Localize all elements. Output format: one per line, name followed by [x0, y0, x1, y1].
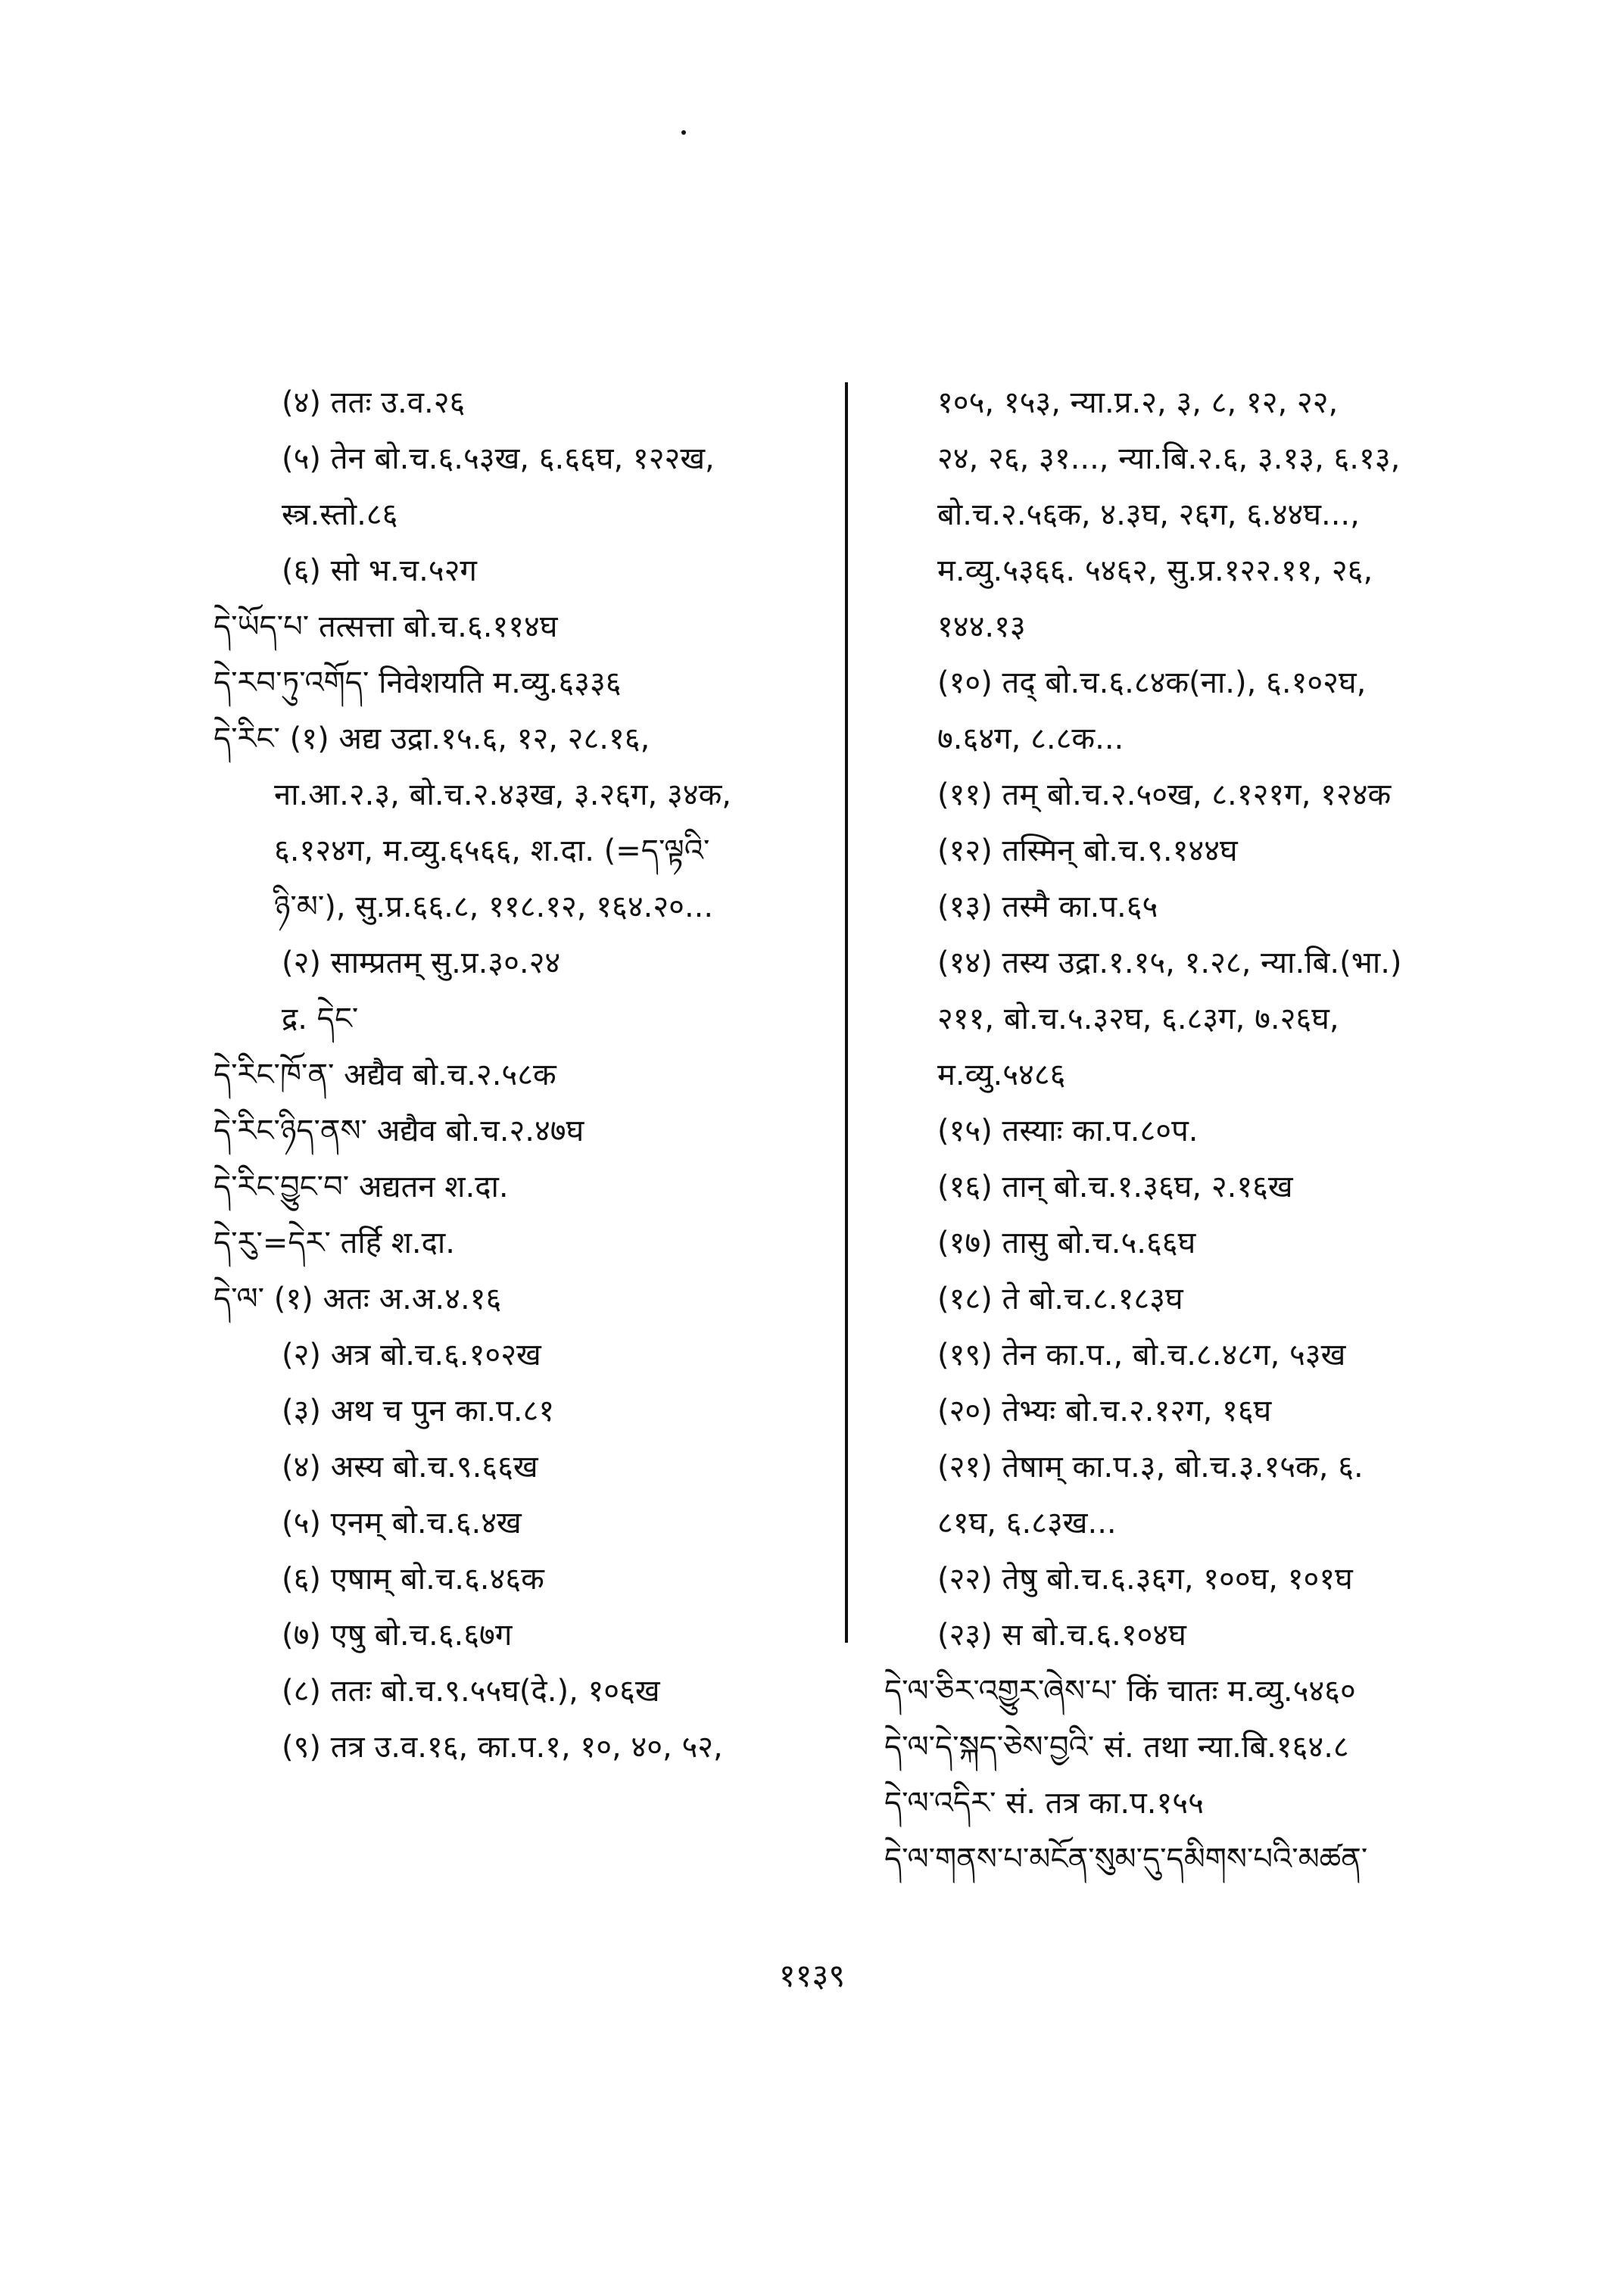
- entry-line: स्त्र.स्तो.८६: [282, 497, 398, 532]
- entry-line: १४४.१३: [937, 609, 1026, 644]
- entry-line: म.व्यु.५३६६. ५४६२, सु.प्र.१२२.११, २६,: [937, 553, 1373, 588]
- headword-line: དེ་རུ་=དེར་ तर्हि श.दा.: [214, 1226, 455, 1260]
- left-column: [214, 375, 834, 1775]
- entry-line: (५) एनम् बो.च.६.४ख: [282, 1506, 522, 1541]
- headword-line: དེ་ལ་གནས་པ་མངོན་སུམ་དུ་དམིགས་པའི་མཚན་: [884, 1842, 1368, 1877]
- entry-line: (२२) तेषु बो.च.६.३६ग, १००घ, १०१घ: [937, 1562, 1353, 1597]
- stray-dot-mark: [681, 130, 686, 135]
- entry-line: (१२) तस्मिन् बो.च.९.१४४घ: [937, 833, 1238, 868]
- page-number: ११३९: [778, 1957, 846, 1994]
- entry-line: (१६) तान् बो.च.१.३६घ, २.१६ख: [937, 1170, 1293, 1204]
- entry-line: (२३) स बो.च.६.१०४घ: [937, 1618, 1186, 1653]
- entry-line: २४, २६, ३१..., न्या.बि.२.६, ३.१३, ६.१३,: [937, 441, 1401, 476]
- entry-line: (१४) तस्य उद्रा.१.१५, १.२८, न्या.बि.(भा.): [937, 946, 1402, 980]
- entry-line: १०५, १५३, न्या.प्र.२, ३, ८, १२, २२,: [937, 385, 1339, 420]
- right-column: [884, 375, 1490, 1887]
- headword-line: དེ་ལ་ཅིར་འགྱུར་ཞེས་པ་ किं चातः म.व्यु.५४६०: [884, 1674, 1356, 1709]
- entry-line: (१७) तासु बो.च.५.६६घ: [937, 1226, 1196, 1260]
- entry-line: बो.च.२.५६क, ४.३घ, २६ग, ६.४४घ...,: [937, 497, 1360, 532]
- entry-line: २११, बो.च.५.३२घ, ६.८३ग, ७.२६घ,: [937, 1002, 1339, 1036]
- entry-line: (१८) ते बो.च.८.१८३घ: [937, 1282, 1183, 1316]
- entry-line: (७) एषु बो.च.६.६७ग: [282, 1618, 513, 1653]
- headword-line: དེ་ཡོད་པ་ तत्सत्ता बो.च.६.११४घ: [214, 609, 558, 644]
- entry-line: ना.आ.२.३, बो.च.२.४३ख, ३.२६ग, ३४क,: [274, 777, 732, 812]
- entry-line: (४) ततः उ.व.२६: [282, 385, 466, 420]
- entry-line: (२) अत्र बो.च.६.१०२ख: [282, 1338, 541, 1372]
- headword-line: དེ་རིང་བྱུང་བ་ अद्यतन श.दा.: [214, 1170, 509, 1204]
- entry-line: (६) एषाम् बो.च.६.४६क: [282, 1562, 544, 1597]
- entry-line: (४) अस्य बो.च.९.६६ख: [282, 1450, 538, 1485]
- headword-line: དེ་རིང་ཉིད་ནས་ अद्यैव बो.च.२.४७घ: [214, 1114, 584, 1148]
- entry-line: (१९) तेन का.प., बो.च.८.४८ग, ५३ख: [937, 1338, 1346, 1372]
- entry-line: (२०) तेभ्यः बो.च.२.१२ग, १६घ: [937, 1394, 1272, 1428]
- headword-line: དེ་ལ་ (१) अतः अ.अ.४.१६: [214, 1282, 502, 1316]
- entry-line: (३) अथ च पुन का.प.८१: [282, 1394, 555, 1428]
- entry-line: (९) तत्र उ.व.१६, का.प.१, १०, ४०, ५२,: [282, 1730, 723, 1765]
- entry-line: (८) ततः बो.च.९.५५घ(दे.), १०६ख: [282, 1674, 660, 1709]
- entry-line: (११) तम् बो.च.२.५०ख, ८.१२१ग, १२४क: [937, 777, 1392, 812]
- headword-line: དེ་རིང་ (१) अद्य उद्रा.१५.६, १२, २८.१६,: [214, 721, 650, 756]
- headword-line: དེ་ལ་འདིར་ सं. तत्र का.प.१५५: [884, 1786, 1204, 1821]
- entry-line: म.व्यु.५४८६: [937, 1058, 1066, 1092]
- entry-line: द्र. དེང་: [282, 1002, 359, 1036]
- entry-line: (६) सो भ.च.५२ग: [282, 553, 477, 588]
- headword-line: དེ་རིང་ཁོ་ན་ अद्यैव बो.च.२.५८क: [214, 1058, 556, 1092]
- entry-line: (२१) तेषाम् का.प.३, बो.च.३.१५क, ६.: [937, 1450, 1364, 1485]
- column-divider: [845, 382, 848, 1643]
- headword-line: དེ་རབ་ཏུ་འགོད་ निवेशयति म.व्यु.६३३६: [214, 665, 622, 700]
- entry-line: (१०) तद् बो.च.६.८४क(ना.), ६.१०२घ,: [937, 665, 1367, 700]
- entry-line: (५) तेन बो.च.६.५३ख, ६.६६घ, १२२ख,: [282, 441, 715, 476]
- headword-line: དེ་ལ་དེ་སྐད་ཅེས་བྱའི་ सं. तथा न्या.बि.१६४.८: [884, 1730, 1349, 1765]
- entry-line: ཉི་མ་), सु.प्र.६६.८, ११८.१२, १६४.२०...: [274, 889, 714, 924]
- entry-line: ८१घ, ६.८३ख...: [937, 1506, 1117, 1541]
- entry-line: (१३) तस्मै का.प.६५: [937, 889, 1158, 924]
- entry-line: (२) साम्प्रतम् सु.प्र.३०.२४: [282, 946, 561, 980]
- entry-line: ६.१२४ग, म.व्यु.६५६६, श.दा. (=ད་ལྟའི་: [274, 833, 710, 868]
- entry-line: ७.६४ग, ८.८क...: [937, 721, 1124, 756]
- entry-line: (१५) तस्याः का.प.८०प.: [937, 1114, 1199, 1148]
